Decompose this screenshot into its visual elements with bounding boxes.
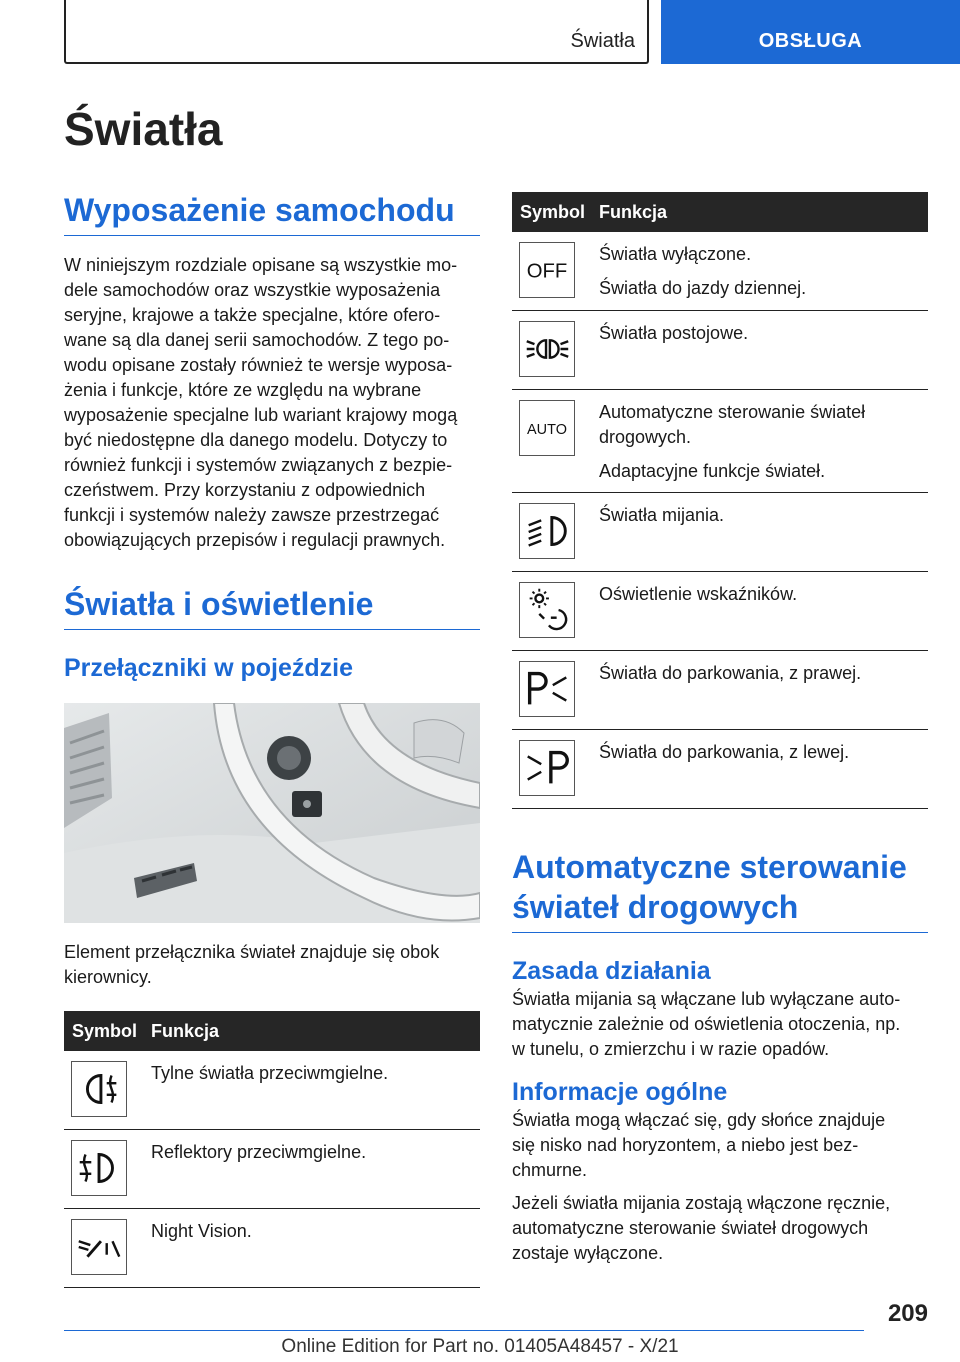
text-line: seryjne, krajowe a także specjalne, które ofero- — [64, 305, 441, 325]
table-row — [512, 493, 928, 572]
text-line: wane są dla danej serii samochodów. Z tego po- — [64, 330, 450, 350]
off-icon — [519, 242, 575, 298]
footer-divider — [64, 1330, 864, 1331]
table-row — [64, 1051, 480, 1130]
text-line: chmurne. — [512, 1160, 588, 1180]
column-header-symbol: Symbol — [72, 1020, 138, 1041]
left-column — [64, 190, 480, 1288]
instrument-lighting-icon — [519, 582, 575, 638]
parking-right-icon — [519, 661, 575, 717]
function-text: Światła postojowe. — [599, 323, 749, 343]
text-line: żenia i funkcje, które ze względu na wybrane — [64, 380, 422, 400]
low-beam-icon — [519, 503, 575, 559]
function-text: Światła do jazdy dziennej. — [599, 278, 807, 298]
symbol-table-left — [64, 1011, 480, 1288]
text-line: automatyczne sterowanie świateł drogowych — [512, 1218, 869, 1238]
text-line: dele samochodów oraz wszystkie wyposażenia — [64, 280, 441, 300]
right-column — [512, 192, 928, 1266]
table-row — [64, 1130, 480, 1209]
text-line: wodu opisane zostały również te wersje wyposa- — [64, 355, 453, 375]
parking-left-icon — [519, 740, 575, 796]
text-line: czeństwem. Przy korzystaniu z odpowiednich — [64, 480, 426, 500]
header-chapter-title: Światła — [570, 30, 635, 52]
text-line: zostaje wyłączone. — [512, 1243, 664, 1263]
page-title: Światła — [64, 103, 223, 155]
table-header-row — [512, 192, 928, 232]
text-line: W niniejszym rozdziale opisane są wszystkie mo- — [64, 255, 458, 275]
auto-icon-label: AUTO — [527, 421, 567, 438]
general-heading: Informacje ogólne — [512, 1078, 728, 1106]
switches-subheading: Przełączniki w pojeździe — [64, 654, 353, 682]
function-text: Tylne światła przeciwmgielne. — [151, 1063, 389, 1083]
function-text: Oświetlenie wskaźników. — [599, 584, 798, 604]
text-line: obowiązujących przepisów i regulacji prawnych. — [64, 530, 446, 550]
text-line: się nisko nad horyzontem, a niebo jest bez- — [512, 1135, 859, 1155]
text-line: wyposażenie specjalne lub wariant krajowy mogą — [64, 405, 458, 425]
function-text: Światła do parkowania, z prawej. — [599, 663, 862, 683]
parking-lights-icon — [519, 321, 575, 377]
dashboard-switch-photo — [64, 703, 480, 923]
function-text: Adaptacyjne funkcje świateł. — [599, 461, 826, 481]
auto-icon — [519, 400, 575, 456]
function-text: Reflektory przeciwmgielne. — [151, 1142, 367, 1162]
text-line: Światła mogą włączać się, gdy słońce znajduje — [512, 1110, 886, 1130]
function-text: Automatyczne sterowanie świateł drogowych. — [599, 402, 866, 447]
text-line: funkcji i systemów należy zawsze przestrzegać — [64, 505, 440, 525]
table-row — [512, 232, 928, 311]
table-row — [512, 730, 928, 809]
equipment-paragraph — [64, 253, 480, 553]
switch-caption — [64, 940, 480, 990]
header-section-title: OBSŁUGA — [758, 30, 863, 52]
table-row — [512, 390, 928, 493]
equipment-heading: Wyposażenie samochodu — [64, 190, 480, 236]
header-chapter-tab — [64, 0, 649, 64]
header-section-tab — [661, 0, 960, 64]
column-header-function: Funkcja — [599, 201, 668, 222]
principle-paragraph — [512, 987, 928, 1062]
table-row — [512, 311, 928, 390]
rear-fog-light-icon — [71, 1061, 127, 1117]
text-line: Światła mijania są włączane lub wyłączane auto- — [512, 989, 901, 1009]
text-line: Jeżeli światła mijania zostają włączone ręcznie, — [512, 1193, 891, 1213]
footer-edition: Online Edition for Part no. 01405A48457 - X/21 — [281, 1336, 679, 1357]
text-line: kierownicy. — [64, 967, 152, 987]
general-paragraph-1 — [512, 1108, 928, 1183]
principle-heading: Zasada działania — [512, 957, 711, 985]
heading-line: świateł drogowych — [512, 889, 799, 925]
function-text: Światła mijania. — [599, 505, 725, 525]
table-row — [64, 1209, 480, 1288]
off-icon-label: OFF — [526, 260, 568, 283]
table-row — [512, 572, 928, 651]
text-line: być niedostępne dla danego modelu. Dotyczy to — [64, 430, 448, 450]
function-text: Night Vision. — [151, 1221, 252, 1241]
text-line: w tunelu, o zmierzchu i w razie opadów. — [512, 1039, 830, 1059]
column-header-function: Funkcja — [151, 1020, 220, 1041]
heading-line: Automatyczne sterowanie — [512, 849, 907, 885]
table-header-row — [64, 1011, 480, 1051]
text-line: również funkcji i systemów związanych z bezpie- — [64, 455, 453, 475]
function-text: Światła wyłączone. — [599, 244, 752, 264]
symbol-table-right — [512, 192, 928, 809]
page-number: 209 — [887, 1300, 928, 1327]
column-header-symbol: Symbol — [520, 201, 586, 222]
general-paragraph-2 — [512, 1191, 928, 1266]
text-line: Element przełącznika świateł znajduje się obok — [64, 942, 440, 962]
table-row — [512, 651, 928, 730]
function-text: Światła do parkowania, z lewej. — [599, 742, 850, 762]
front-fog-light-icon — [71, 1140, 127, 1196]
auto-control-heading — [512, 847, 928, 933]
text-line: matycznie zależnie od oświetlenia otoczenia, np. — [512, 1014, 901, 1034]
lights-heading: Światła i oświetlenie — [64, 584, 480, 630]
night-vision-icon — [71, 1219, 127, 1275]
